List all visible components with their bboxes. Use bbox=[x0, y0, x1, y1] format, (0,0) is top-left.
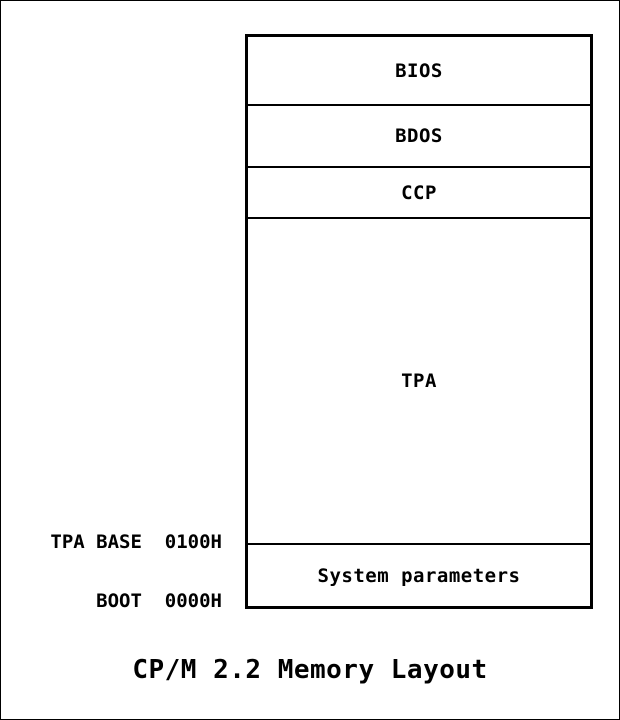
region-tpa bbox=[248, 219, 590, 545]
region-ccp-label: CCP bbox=[401, 181, 437, 204]
address-label-boot: BOOT 0000H bbox=[96, 590, 222, 612]
region-system-parameters bbox=[248, 545, 590, 606]
region-tpa-label: TPA bbox=[401, 370, 437, 392]
region-bios-label: BIOS bbox=[395, 59, 443, 82]
memory-map bbox=[245, 34, 593, 609]
region-ccp bbox=[248, 168, 590, 219]
region-bios bbox=[248, 37, 590, 106]
diagram-caption: CP/M 2.2 Memory Layout bbox=[132, 655, 488, 685]
region-bdos bbox=[248, 106, 590, 168]
address-label-tpa-base: TPA BASE 0100H bbox=[50, 531, 222, 553]
region-bdos-label: BDOS bbox=[395, 125, 443, 147]
region-system-parameters-label: System parameters bbox=[317, 564, 521, 587]
